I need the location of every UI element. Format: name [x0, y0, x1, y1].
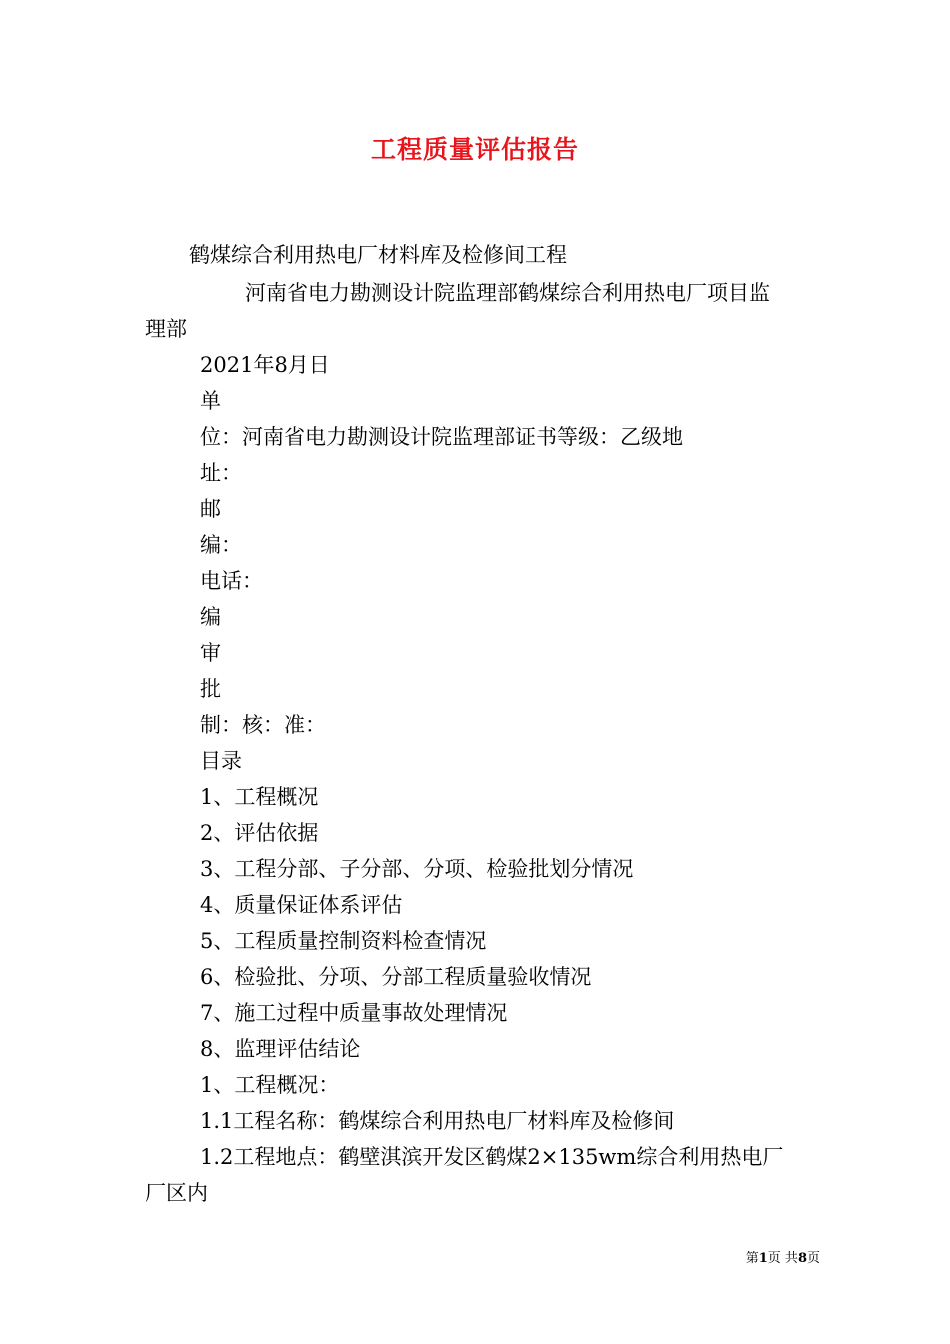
toc-item: 5、工程质量控制资料检查情况 — [200, 929, 487, 953]
footer-middle: 页 共 — [767, 1251, 798, 1266]
toc-item: 8、监理评估结论 — [200, 1037, 361, 1061]
footer-total-pages: 8 — [797, 1251, 807, 1266]
supervisor-line: 河南省电力勘测设计院监理部鹤煤综合利用热电厂项目监 — [245, 281, 770, 305]
approve-label-line: 批 — [200, 677, 221, 701]
unit-label-line: 单 — [200, 389, 221, 413]
toc-item: 2、评估依据 — [200, 821, 319, 845]
project-name-line: 鹤煤综合利用热电厂材料库及检修间工程 — [189, 243, 567, 267]
address-line: 址： — [200, 461, 242, 485]
footer-suffix: 页 — [806, 1251, 820, 1266]
section-paragraph: 1.2工程地点：鹤壁淇滨开发区鹤煤2×135wm综合利用热电厂 — [200, 1145, 784, 1169]
phone-line: 电话： — [200, 569, 263, 593]
sign-line: 制：核：准： — [200, 713, 326, 737]
toc-item: 3、工程分部、子分部、分项、检验批划分情况 — [200, 857, 634, 881]
footer-page-number: 1 — [758, 1251, 768, 1266]
footer-prefix: 第 — [745, 1251, 759, 1266]
review-label-line: 审 — [200, 641, 221, 665]
supervisor-line-cont: 理部 — [145, 317, 187, 341]
section-paragraph-cont: 厂区内 — [145, 1181, 208, 1205]
postcode-label-line: 邮 — [200, 497, 221, 521]
page-footer — [700, 1247, 820, 1266]
toc-item: 4、质量保证体系评估 — [200, 893, 403, 917]
toc-heading: 目录 — [200, 749, 242, 773]
postcode-line: 编： — [200, 533, 242, 557]
toc-item: 7、施工过程中质量事故处理情况 — [200, 1001, 508, 1025]
document-title: 工程质量评估报告 — [370, 135, 579, 164]
unit-line: 位：河南省电力勘测设计院监理部证书等级：乙级地 — [200, 425, 683, 449]
toc-item: 6、检验批、分项、分部工程质量验收情况 — [200, 965, 592, 989]
section-paragraph: 1.1工程名称：鹤煤综合利用热电厂材料库及检修间 — [200, 1109, 675, 1133]
compile-label-line: 编 — [200, 605, 221, 629]
toc-item: 1、工程概况 — [200, 785, 319, 809]
section-heading: 1、工程概况： — [200, 1073, 340, 1097]
date-line: 2021年8月日 — [200, 353, 330, 377]
